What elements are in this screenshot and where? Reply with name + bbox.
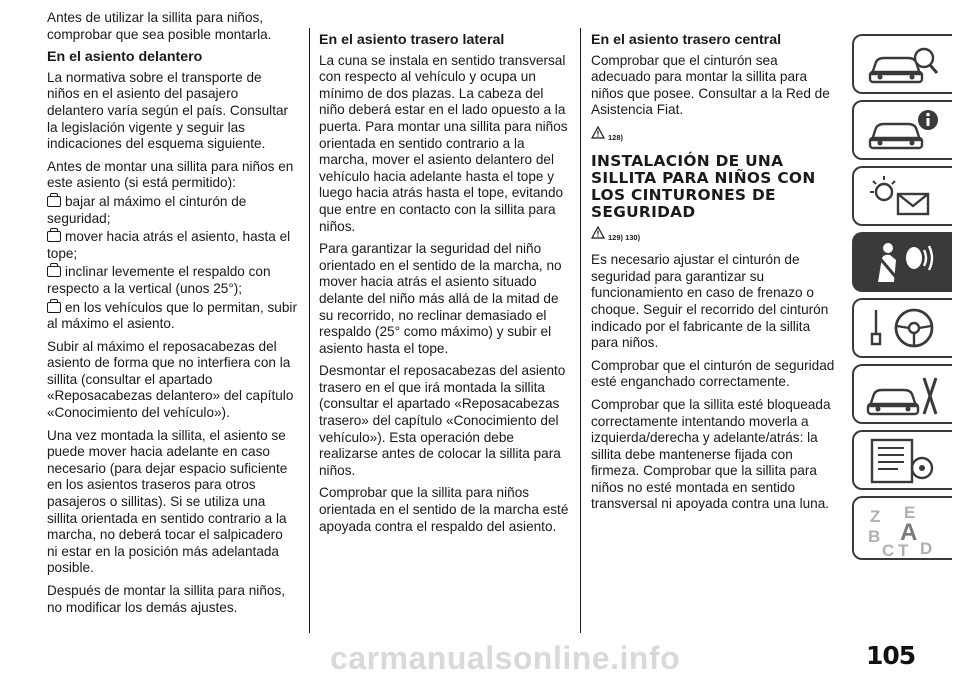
tab-steering-wheel[interactable] <box>852 298 952 358</box>
section-title-install: INSTALACIÓN DE UNA SILLITA PARA NIÑOS CON LOS CINTURONES DE SEGURIDAD <box>591 151 816 221</box>
car-search-icon <box>864 40 944 90</box>
watermark: carmanualsonline.info <box>330 640 681 676</box>
paragraph-forward-facing: Para garantizar la seguridad del niño orientado en el sentido de la marcha, no mover hacia atrás el asiento situado delante del niño más allá de la mitad de su recorrido, no reclinar demasiado el respaldo (25° como máximo) y subir el asiento hasta el tope. <box>319 241 562 356</box>
heading-rear-central: En el asiento trasero central <box>591 32 782 48</box>
car-info-icon <box>864 106 944 156</box>
heading-rear-lateral: En el asiento trasero lateral <box>319 32 505 48</box>
tab-airbag-safety[interactable] <box>852 232 952 292</box>
paragraph-norm: La normativa sobre el transporte de niños en el asiento del pasajero delantero varía según el país. Consultar la legislación vigente y seguir las indicaciones del esquema siguiente. <box>47 69 289 152</box>
paragraph-before: Antes de montar una sillita para niños en este asiento (si está permitido): <box>47 158 294 191</box>
index-icon <box>864 502 948 558</box>
tab-warning-lights[interactable] <box>852 166 952 226</box>
paragraph-seat-locked: Comprobar que la sillita esté bloqueada correctamente intentando moverla a izquierda/derecha y adelante/atrás: la sillita debe mantenerse fijada con firmeza. Comprobar que la sillita para niños no esté montada en sentido transversal ni apoyada contra una luna. <box>591 396 831 512</box>
warning-reference: 128) <box>591 125 841 147</box>
heading-front-seat: En el asiento delantero <box>47 49 203 66</box>
steering-wheel-icon <box>864 304 944 354</box>
column-divider <box>309 28 310 633</box>
paragraph-check-backrest: Comprobar que la sillita para niños orientada en el sentido de la marcha esté apoyada contra el respaldo del asiento. <box>319 485 569 534</box>
svg-text:A: A <box>900 519 918 546</box>
car-service-icon <box>864 370 944 420</box>
list-item: en los vehículos que lo permitan, subir al máximo el asiento. <box>47 299 297 332</box>
paragraph-remove-headrest: Desmontar el reposacabezas del asiento trasero en el que irá montada la sillita (consultar el apartado «Reposacabezas trasero» del capítulo «Conocimiento del vehículo»). Esta operación debe realizarse antes de colocar la sillita para niños. <box>319 363 566 478</box>
page-number: 105 <box>866 641 916 670</box>
intro-paragraph: Antes de utilizar la sillita para niños, comprobar que sea posible montarla. <box>47 10 272 42</box>
svg-text:B: B <box>868 527 881 546</box>
warning-reference: 129) 130) <box>591 225 841 247</box>
tab-car-service[interactable] <box>852 364 952 424</box>
paragraph-cradle: La cuna se instala en sentido transversal con respecto al vehículo y ocupa un mínimo de dos plazas. La cabeza del niño deberá estar en el lado opuesto a la puerta. Para montar una sillita para niños orientada en sentido contrario a la marcha, mover el asiento delantero del vehículo hacia adelante hasta el tope y luego hacia atrás hasta el tope, evitando que entre en contacto con la sillita para niños. <box>319 52 568 234</box>
list-item: inclinar levemente el respaldo con respecto a la vertical (unos 25°); <box>47 264 271 296</box>
paragraph-after: Después de montar la sillita para niños, no modificar los demás ajustes. <box>47 583 286 615</box>
column-3 <box>591 10 841 519</box>
paragraph-mounted: Una vez montada la sillita, el asiento se puede mover hacia adelante en caso necesario (para dejar espacio suficiente en los asientos traseros para otros pasajeros o sillitas). Si se utiliza una sillita orientada en sentido contrario a la marcha, no deberá tocar el salpicadero ni estar en la posición más adelantada posible. <box>47 427 288 576</box>
svg-text:D: D <box>920 539 933 558</box>
airbag-safety-icon <box>864 238 944 288</box>
list-item: mover hacia atrás el asiento, hasta el tope; <box>47 229 291 261</box>
paragraph-belt-engaged: Comprobar que el cinturón de seguridad esté enganchado correctamente. <box>591 357 835 390</box>
seat-bullet-icon <box>47 231 61 242</box>
list-item: bajar al máximo el cinturón de seguridad; <box>47 193 247 226</box>
svg-text:C: C <box>882 541 895 558</box>
tab-technical-data[interactable] <box>852 430 952 490</box>
seat-bullet-icon <box>47 302 61 313</box>
technical-data-icon <box>864 436 944 486</box>
paragraph-headrest: Subir al máximo el reposacabezas del asiento de forma que no interfiera con la sillita (consultar el apartado «Reposacabezas delantero» del capítulo «Conocimiento del vehículo»). <box>47 338 294 421</box>
column-1 <box>47 10 297 622</box>
paragraph-central-belt: Comprobar que el cinturón sea adecuado para montar la sillita para niños que posee. Consultar a la Red de Asistencia Fiat. <box>591 52 830 118</box>
warning-lights-icon <box>864 172 944 222</box>
column-2 <box>319 10 571 541</box>
paragraph-adjust-belt: Es necesario ajustar el cinturón de seguridad para garantizar su funcionamiento en caso de frenazo o choque. Seguir el recorrido del cinturón indicado por el fabricante de la sillita para niños. <box>591 252 829 351</box>
svg-text:Z: Z <box>870 507 881 526</box>
warning-triangle-icon <box>591 126 605 139</box>
seat-adjust-list <box>47 194 297 333</box>
seat-bullet-icon <box>47 266 61 277</box>
svg-text:E: E <box>904 503 916 522</box>
tab-car-search[interactable] <box>852 34 952 94</box>
svg-text:T: T <box>898 541 909 558</box>
warning-triangle-icon <box>591 226 605 239</box>
tab-car-info[interactable] <box>852 100 952 160</box>
tab-index[interactable] <box>852 496 952 560</box>
column-divider <box>580 28 581 633</box>
seat-bullet-icon <box>47 196 61 207</box>
